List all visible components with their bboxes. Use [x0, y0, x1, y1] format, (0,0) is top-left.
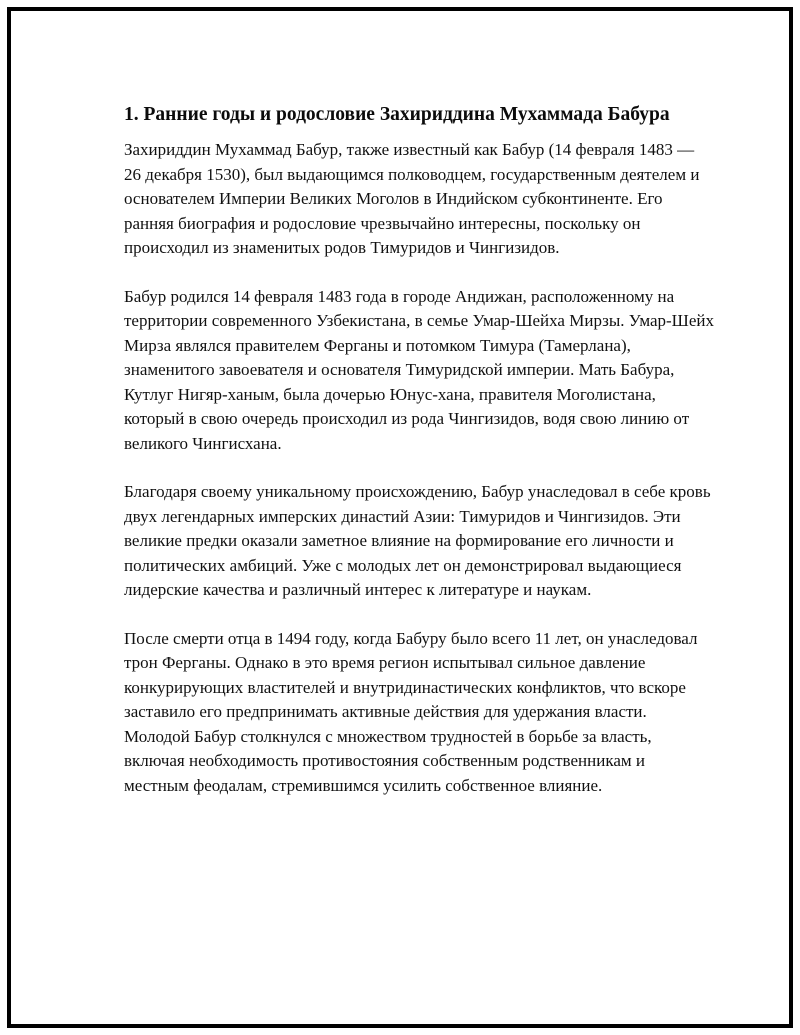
paragraph-birth-lineage: Бабур родился 14 февраля 1483 года в городе Андижан, расположенному на территории современного Узбекистана, в семье Умар-Шейха Мирзы. Умар-Шейх Мирза являлся правителем Ферганы и потомком Тимура (Тамерлана), знаменитого завоевателя и основателя Тимуридской империи. Мать Бабура, Кутлуг Нигяр-ханым, была дочерью Юнус-хана, правителя Моголистана, который в свою очередь происходил из рода Чингизидов, водя свою линию от великого Чингисхана. [124, 286, 714, 453]
paragraph-intro: Захириддин Мухаммад Бабур, также известный как Бабур (14 февраля 1483 — 26 декабря 1530), был выдающимся полководцем, государственным деятелем и основателем Империи Великих Моголов в Индийском субконтиненте. Его ранняя биография и родословие чрезвычайно интересны, поскольку он происходил из знаменитых родов Тимуридов и Чингизидов. [124, 140, 700, 257]
paragraph-throne: После смерти отца в 1494 году, когда Бабуру было всего 11 лет, он унаследовал трон Ферганы. Однако в это время регион испытывал сильное давление конкурирующих властителей и внутридинастических конфликтов, что вскоре заставило его предпринимать активные действия для удержания власти. Молодой Бабур столкнулся с множеством трудностей в борьбе за власть, включая необходимость противостояния собственным родственникам и местным феодалам, стремившимся усилить собственное влияние. [124, 628, 698, 795]
section-heading: 1. Ранние годы и родословие Захириддина Мухаммада Бабура [124, 104, 670, 125]
page-border [7, 7, 793, 1028]
document-body [124, 102, 714, 822]
paragraph-heritage: Благодаря своему уникальному происхождению, Бабур унаследовал в себе кровь двух легендарных имперских династий Азии: Тимуридов и Чингизидов. Эти великие предки оказали заметное влияние на формирование его личности и политических амбиций. Уже с молодых лет он демонстрировал выдающиеся лидерские качества и различный интерес к литературе и наукам. [124, 482, 711, 599]
